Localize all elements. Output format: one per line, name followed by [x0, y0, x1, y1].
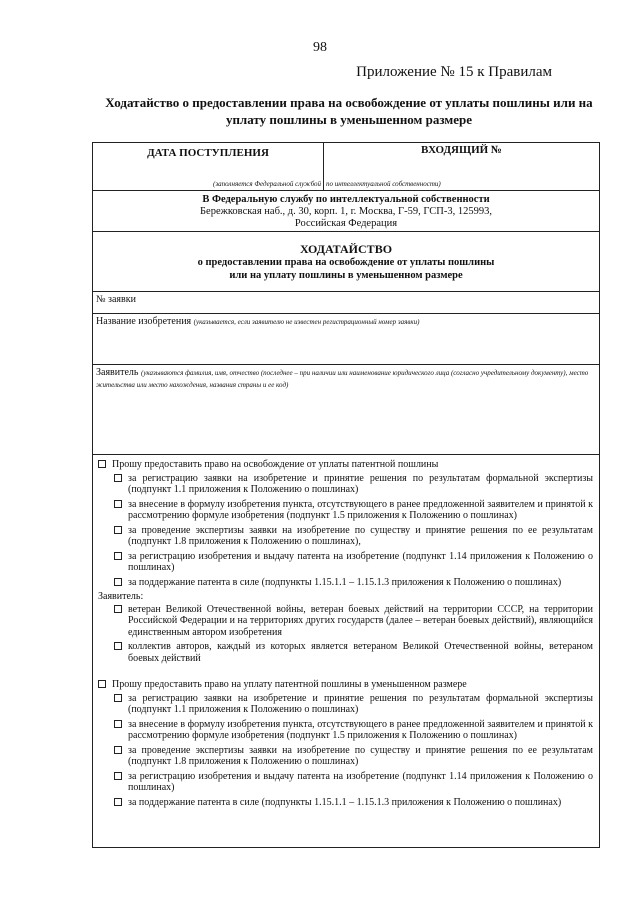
declaration-heading: ХОДАТАЙСТВО [299, 242, 393, 256]
applicant-type-label: Заявитель: [98, 591, 144, 602]
exemption-item-text: за регистрацию изобретения и выдачу патента на изобретение (подпункт 1.14 приложения к Положению о пошлинах) [128, 550, 593, 573]
address-line-3: Российская Федерация [294, 218, 398, 229]
document-title: Ходатайство о предоставлении права на освобождение от уплаты пошлины или на уплату пошлины в уменьшенном размере [105, 95, 593, 127]
checkbox[interactable] [114, 500, 122, 508]
exemption-checkbox[interactable] [98, 460, 106, 468]
exemption-option[interactable] [98, 459, 593, 471]
reduction-option[interactable] [98, 679, 593, 691]
reduction-item-text: за регистрацию изобретения и выдачу патента на изобретение (подпункт 1.14 приложения к Положению о пошлинах) [128, 770, 593, 793]
reduction-item[interactable] [114, 797, 593, 809]
invention-name-note: (указывается, если заявителю не известен регистрационный номер заявки) [193, 318, 420, 326]
fill-note-left: (заполняется Федеральной службой [213, 180, 321, 188]
applicant-note: (указываются фамилия, имя, отчество (последнее – при наличии или наименование юридического лица (согласно учредительному документу), место жительства или место нахождения, названия страны и ее код) [96, 369, 589, 389]
declaration-line-2: или на уплату пошлины в уменьшенном размере [229, 270, 463, 281]
exemption-item[interactable] [114, 577, 593, 589]
declaration-block [93, 231, 599, 292]
checkbox[interactable] [114, 552, 122, 560]
incoming-label: ВХОДЯЩИЙ № [421, 144, 502, 156]
declaration-line-1: о предоставлении права на освобождение от уплаты пошлины [197, 257, 495, 268]
applicant-field[interactable] [93, 364, 599, 455]
checkbox[interactable] [114, 746, 122, 754]
applicant-type-text: коллектив авторов, каждый из которых является ветераном Великой Отечественной войны, ветераном боевых действий [128, 641, 593, 664]
application-number-field[interactable] [93, 291, 599, 314]
applicant-label: Заявитель [96, 367, 139, 378]
invention-name-field[interactable] [93, 313, 599, 365]
reduction-item-text: за проведение экспертизы заявки на изобретение по существу и принятие решения по ее результатам (подпункт 1.8 приложения к Положению о пошлинах) [128, 744, 593, 767]
appendix-heading: Приложение № 15 к Правилам [356, 64, 552, 80]
applicant-type-text: ветеран Великой Отечественной войны, ветеран боевых действий на территории СССР, на территории Российской Федерации и на территориях других государств (далее – ветеран боевых действий), являющийся единственным автором изобретения [128, 603, 593, 638]
receipt-header [93, 143, 599, 192]
date-label: ДАТА ПОСТУПЛЕНИЯ [147, 147, 269, 159]
page-number: 98 [313, 40, 327, 55]
checkbox[interactable] [114, 642, 122, 650]
exemption-item-text: за регистрацию заявки на изобретение и принятие решения по результатам формальной экспертизы (подпункт 1.1 приложения к Положению о пошлинах) [128, 472, 593, 495]
reduction-item-text: за регистрацию заявки на изобретение и принятие решения по результатам формальной экспертизы (подпункт 1.1 приложения к Положению о пошлинах) [128, 692, 593, 715]
reduction-checkbox[interactable] [98, 680, 106, 688]
checkbox[interactable] [114, 474, 122, 482]
exemption-item-text: за поддержание патента в силе (подпункты 1.15.1.1 – 1.15.1.3 приложения к Положению о пошлинах) [128, 576, 562, 588]
exemption-item[interactable] [114, 525, 593, 548]
date-cell[interactable] [93, 143, 324, 190]
incoming-cell[interactable] [324, 143, 599, 190]
checkbox[interactable] [114, 772, 122, 780]
exemption-label: Прошу предоставить право на освобождение от уплаты патентной пошлины [112, 459, 439, 470]
reduction-item-text: за внесение в формулу изобретения пункта, отсутствующего в ранее предложенной заявителем и принятой к рассмотрению формуле изобретения (подпункт 1.5 приложения к Положению о пошлинах) [128, 718, 593, 741]
checkbox[interactable] [114, 526, 122, 534]
reduction-item[interactable] [114, 719, 593, 742]
exemption-item[interactable] [114, 551, 593, 574]
checkbox[interactable] [114, 720, 122, 728]
application-number-label: № заявки [96, 294, 136, 305]
reduction-item[interactable] [114, 745, 593, 768]
applicant-type-item[interactable] [114, 641, 593, 664]
reduction-item[interactable] [114, 771, 593, 794]
exemption-item[interactable] [114, 473, 593, 496]
reduction-label: Прошу предоставить право на уплату патентной пошлины в уменьшенном размере [112, 679, 467, 690]
address-line-2: Бережковская наб., д. 30, корп. 1, г. Москва, Г-59, ГСП-3, 125993, [200, 206, 492, 217]
address-line-1: В Федеральную службу по интеллектуальной собственности [202, 194, 490, 205]
checkbox[interactable] [114, 605, 122, 613]
fill-note-right: по интеллектуальной собственности) [326, 180, 441, 188]
petition-form [92, 142, 600, 848]
checkbox[interactable] [114, 578, 122, 586]
checkbox[interactable] [114, 798, 122, 806]
address-block [93, 190, 599, 232]
exemption-item-text: за проведение экспертизы заявки на изобретение по существу и принятие решения по ее результатам (подпункт 1.8 приложения к Положению о пошлинах), [128, 524, 593, 547]
exemption-item-text: за внесение в формулу изобретения пункта, отсутствующего в ранее предложенной заявителем и принятой к рассмотрению формуле изобретения (подпункт 1.5 приложения к Положению о пошлинах) [128, 498, 593, 521]
reduction-item-text: за поддержание патента в силе (подпункты 1.15.1.1 – 1.15.1.3 приложения к Положению о пошлинах) [128, 796, 562, 808]
applicant-type-item[interactable] [114, 604, 593, 639]
invention-name-label: Название изобретения [96, 316, 192, 327]
petition-options [93, 454, 599, 847]
reduction-item[interactable] [114, 693, 593, 716]
exemption-item[interactable] [114, 499, 593, 522]
checkbox[interactable] [114, 694, 122, 702]
